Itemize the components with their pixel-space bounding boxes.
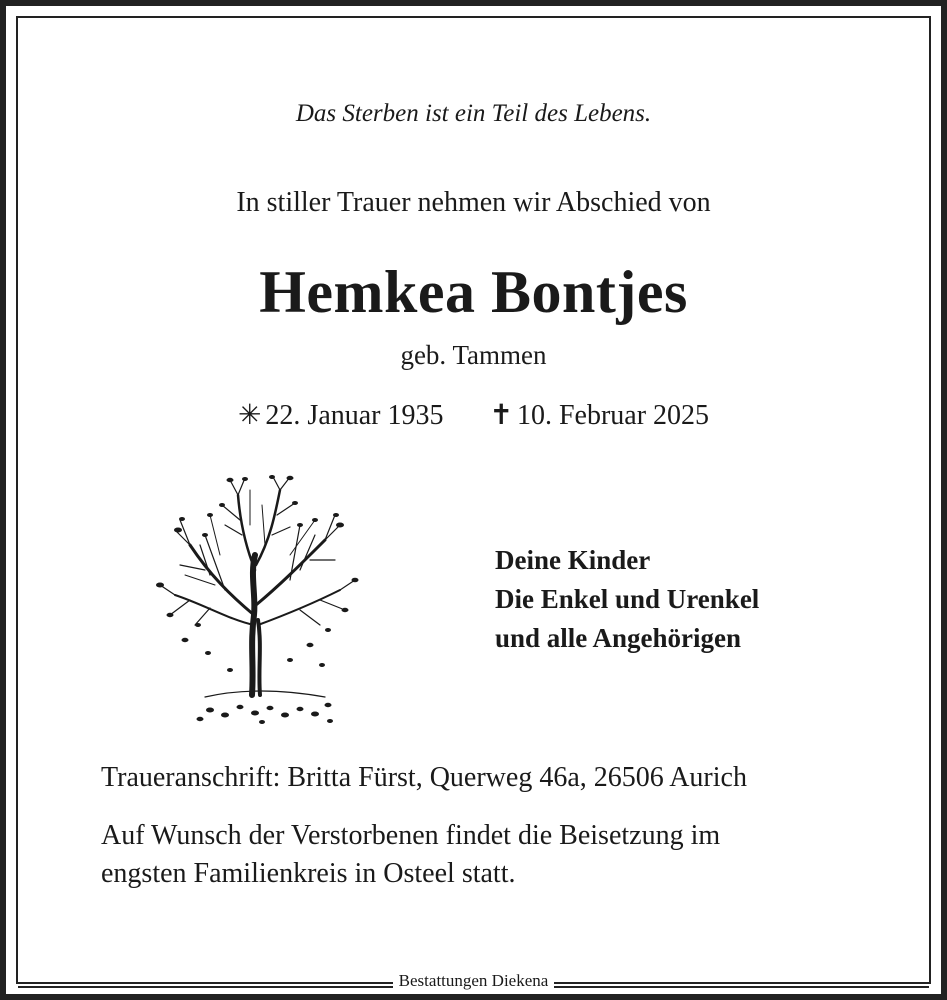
notice-line: engsten Familienkreis in Osteel statt.: [101, 858, 516, 889]
birth-date: 22. Januar 1935: [265, 400, 444, 431]
mourner-line: Deine Kinder: [495, 545, 651, 575]
maiden-name: geb. Tammen: [400, 340, 547, 370]
mourner-line: Die Enkel und Urenkel: [495, 584, 760, 614]
tree-icon: [150, 475, 360, 730]
motto: Das Sterben ist ein Teil des Lebens.: [295, 100, 652, 127]
notice-line: Auf Wunsch der Verstorbenen findet die Beisetzung im: [101, 820, 721, 851]
mourner-line: und alle Angehörigen: [495, 623, 742, 653]
death-date: 10. Februar 2025: [516, 400, 710, 431]
deceased-name: Hemkea Bontjes: [259, 259, 688, 325]
intro-line: In stiller Trauer nehmen wir Abschied von: [236, 187, 711, 218]
mourners-list: [495, 541, 759, 658]
funeral-notice: [101, 817, 861, 893]
mourning-address: Traueranschrift: Britta Fürst, Querweg 46a, 26506 Aurich: [101, 762, 747, 793]
life-dates: [0, 398, 947, 432]
cross-icon: ✝: [489, 400, 513, 431]
funeral-home: [0, 971, 947, 991]
funeral-home-name: Bestattungen Diekena: [393, 971, 555, 990]
birth-star-icon: ✳: [237, 400, 262, 431]
